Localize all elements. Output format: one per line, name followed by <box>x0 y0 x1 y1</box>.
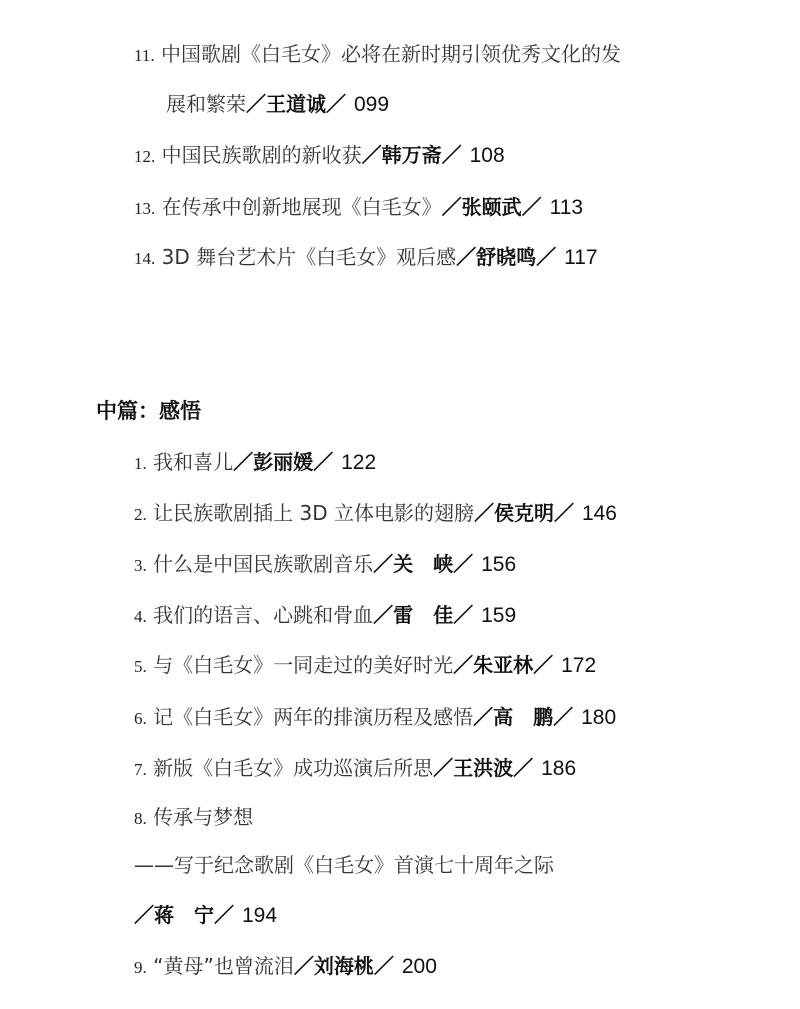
entry-page-number: 156 <box>481 553 517 576</box>
entry-number: 5. <box>134 657 147 676</box>
toc-entry-11-continued <box>166 92 389 116</box>
toc-entry-11 <box>134 42 621 66</box>
toc-entry-14 <box>134 245 598 269</box>
entry-page-number: 180 <box>581 706 617 729</box>
entry-author: ／朱亚林／ <box>453 653 554 677</box>
entry-title: 中国歌剧《白毛女》必将在新时期引领优秀文化的发 <box>160 42 621 66</box>
toc-entry-12 <box>134 143 505 167</box>
entry-title: 传承与梦想 <box>153 805 254 829</box>
entry-number: 7. <box>134 760 147 779</box>
entry-author: ／王洪波／ <box>433 756 534 780</box>
toc-entry-5 <box>134 653 596 677</box>
toc-entry-8-subtitle <box>134 853 554 877</box>
entry-author: ／韩万斋／ <box>361 143 462 167</box>
entry-title: 新版《白毛女》成功巡演后所思 <box>153 756 434 780</box>
entry-title: 与《白毛女》一同走过的美好时光 <box>153 653 454 677</box>
entry-page-number: 146 <box>581 502 617 525</box>
entry-number: 11. <box>134 46 155 65</box>
toc-entry-9 <box>134 954 437 978</box>
entry-page-number: 117 <box>564 246 598 269</box>
entry-number: 1. <box>134 454 147 473</box>
entry-author: ／侯克明／ <box>473 501 574 525</box>
entry-number: 13. <box>134 199 156 218</box>
entry-number: 2. <box>134 505 147 524</box>
entry-page-number: 172 <box>561 654 597 677</box>
entry-page-number: 186 <box>541 757 577 780</box>
entry-title: 记《白毛女》两年的排演历程及感悟 <box>153 705 474 729</box>
entry-title: 让民族歌剧插上 3D 立体电影的翅膀 <box>153 501 474 525</box>
toc-entry-8 <box>134 805 253 829</box>
entry-author: ／彭丽媛／ <box>233 450 334 474</box>
entry-title: 什么是中国民族歌剧音乐 <box>153 552 374 576</box>
toc-entry-3 <box>134 552 516 576</box>
section-heading: 中篇：感悟 <box>96 399 201 423</box>
entry-author: ／刘海桃／ <box>293 954 394 978</box>
entry-page-number: 113 <box>549 196 584 219</box>
entry-page-number: 099 <box>354 93 390 116</box>
toc-entry-7 <box>134 756 576 780</box>
entry-page-number: 122 <box>341 451 377 474</box>
entry-number: 14. <box>134 249 156 268</box>
entry-page-number: 108 <box>469 144 505 167</box>
entry-number: 9. <box>134 958 147 977</box>
entry-title: 在传承中创新地展现《白毛女》 <box>161 195 442 219</box>
entry-title: 中国民族歌剧的新收获 <box>161 143 362 167</box>
entry-author: ／雷 佳／ <box>373 603 474 627</box>
entry-page-number: 200 <box>401 955 437 978</box>
toc-entry-1 <box>134 450 376 474</box>
toc-entry-2 <box>134 501 617 525</box>
entry-number: 8. <box>134 809 147 828</box>
toc-entry-4 <box>134 603 516 627</box>
entry-title: 我们的语言、心跳和骨血 <box>153 603 374 627</box>
entry-number: 6. <box>134 709 147 728</box>
entry-author: ／高 鹏／ <box>473 705 574 729</box>
entry-title: 我和喜儿 <box>153 450 234 474</box>
entry-author: ／张颐武／ <box>441 195 542 219</box>
entry-page-number: 194 <box>242 904 278 927</box>
entry-page-number: 159 <box>481 604 517 627</box>
entry-title-continued: 展和繁荣 <box>166 92 246 116</box>
entry-title: 3D 舞台艺术片《白毛女》观后感 <box>161 245 457 269</box>
entry-author: ／王道诚／ <box>246 92 346 116</box>
toc-entry-8-author <box>134 903 277 927</box>
entry-number: 3. <box>134 556 147 575</box>
entry-number: 12. <box>134 147 156 166</box>
toc-entry-6 <box>134 705 616 729</box>
entry-number: 4. <box>134 607 147 626</box>
entry-author: ／舒晓鸣／ <box>456 245 557 269</box>
entry-author: ／关 峡／ <box>373 552 474 576</box>
entry-author: ／蒋 宁／ <box>134 903 234 927</box>
entry-subtitle: ——写于纪念歌剧《白毛女》首演七十周年之际 <box>134 853 554 877</box>
toc-entry-13 <box>134 195 583 219</box>
entry-title: “黄母”也曾流泪 <box>153 954 294 978</box>
